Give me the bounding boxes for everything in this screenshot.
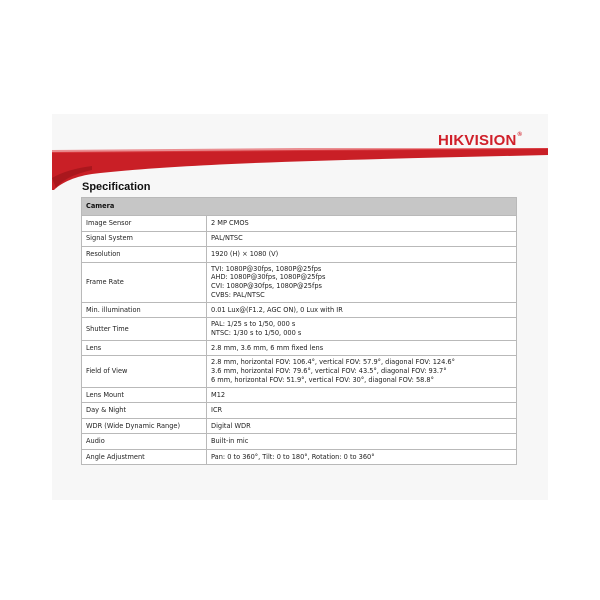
table-row — [82, 231, 517, 247]
spec-value-line: 2.8 mm, 3.6 mm, 6 mm fixed lens — [211, 343, 324, 352]
hikvision-logo: HIKVISION® — [438, 132, 523, 149]
spec-value — [207, 356, 517, 387]
spec-value — [207, 387, 517, 403]
spec-label: Audio — [82, 434, 207, 450]
table-row — [82, 356, 517, 387]
spec-label: Day & Night — [82, 403, 207, 419]
spec-value-line: CVI: 1080P@30fps, 1080P@25fps — [211, 282, 322, 291]
spec-label: Field of View — [82, 356, 207, 387]
spec-value — [207, 449, 517, 465]
spec-label: Image Sensor — [82, 216, 207, 232]
spec-label: WDR (Wide Dynamic Range) — [82, 418, 207, 434]
spec-value — [207, 262, 517, 302]
spec-value-line: AHD: 1080P@30fps, 1080P@25fps — [211, 273, 326, 282]
spec-value — [207, 247, 517, 263]
table-row — [82, 340, 517, 356]
spec-label: Shutter Time — [82, 318, 207, 341]
spec-value-line: NTSC: 1/30 s to 1/50, 000 s — [211, 328, 302, 337]
spec-label: Lens Mount — [82, 387, 207, 403]
table-row — [82, 434, 517, 450]
spec-value — [207, 231, 517, 247]
spec-value-line: ICR — [211, 406, 223, 415]
table-section-header — [82, 198, 517, 216]
spec-value-line: 1920 (H) × 1080 (V) — [211, 249, 279, 258]
table-row — [82, 449, 517, 465]
table-row — [82, 418, 517, 434]
table-row — [82, 318, 517, 341]
spec-value — [207, 340, 517, 356]
spec-value-line: Digital WDR — [211, 421, 251, 430]
spec-value — [207, 434, 517, 450]
spec-value-line: PAL: 1/25 s to 1/50, 000 s — [211, 320, 296, 329]
table-row — [82, 302, 517, 318]
spec-label: Angle Adjustment — [82, 449, 207, 465]
spec-label: Signal System — [82, 231, 207, 247]
table-row — [82, 262, 517, 302]
specification-table — [81, 197, 517, 465]
spec-value — [207, 418, 517, 434]
table-row — [82, 403, 517, 419]
spec-value-line: TVI: 1080P@30fps, 1080P@25fps — [211, 264, 322, 273]
spec-value-line: Pan: 0 to 360°, Tilt: 0 to 180°, Rotation: 0 to 360° — [211, 452, 375, 461]
spec-value-line: 0.01 Lux@(F1.2, AGC ON), 0 Lux with IR — [211, 305, 343, 314]
spec-label: Resolution — [82, 247, 207, 263]
page-title: Specification — [82, 181, 151, 193]
spec-value — [207, 216, 517, 232]
section-header-camera: Camera — [82, 198, 517, 216]
spec-label: Frame Rate — [82, 262, 207, 302]
spec-label: Lens — [82, 340, 207, 356]
spec-value — [207, 318, 517, 341]
spec-value-line: M12 — [211, 390, 226, 399]
table-row — [82, 216, 517, 232]
spec-value-line: CVBS: PAL/NTSC — [211, 290, 265, 299]
table-row — [82, 247, 517, 263]
spec-label: Min. illumination — [82, 302, 207, 318]
table-row — [82, 387, 517, 403]
spec-value-line: 3.6 mm, horizontal FOV: 79.6°, vertical FOV: 43.5°, diagonal FOV: 93.7° — [211, 367, 447, 376]
spec-value-line: 6 mm, horizontal FOV: 51.9°, vertical FOV: 30°, diagonal FOV: 58.8° — [211, 375, 434, 384]
spec-value-line: PAL/NTSC — [211, 234, 243, 243]
spec-value-line: 2.8 mm, horizontal FOV: 106.4°, vertical FOV: 57.9°, diagonal FOV: 124.6° — [211, 358, 455, 367]
spec-value — [207, 403, 517, 419]
spec-value-line: Built-in mic — [211, 437, 249, 446]
spec-value — [207, 302, 517, 318]
spec-value-line: 2 MP CMOS — [211, 218, 249, 227]
